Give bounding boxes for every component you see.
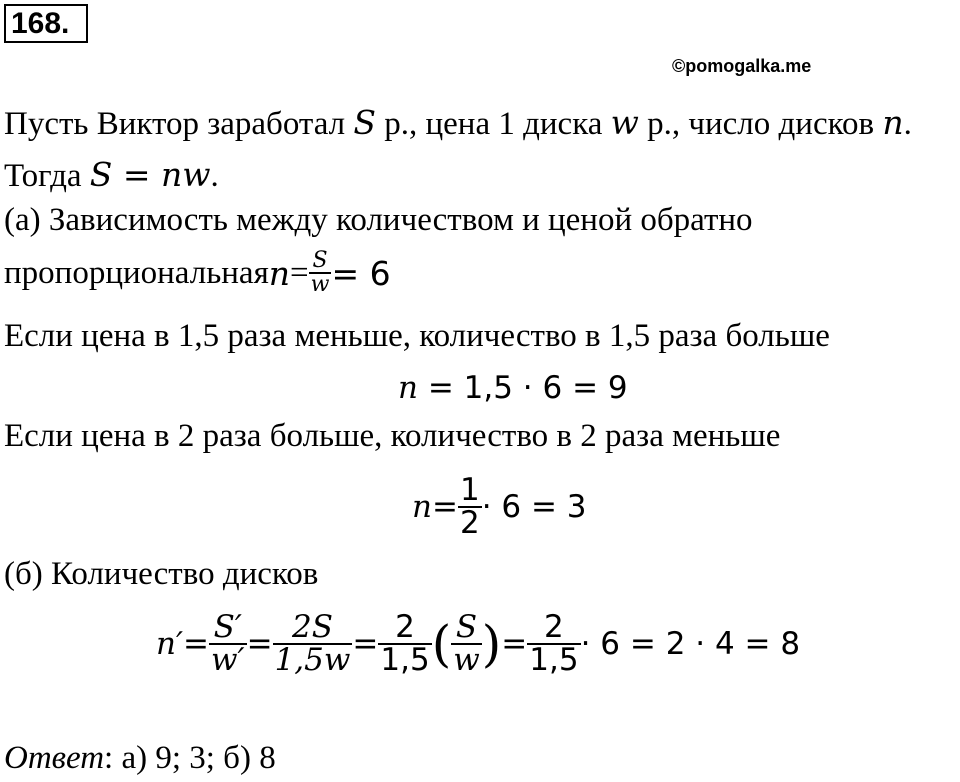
- fraction-S-prime-over-w-prime: [209, 609, 247, 678]
- line-part-b: (б) Количество дисков: [4, 556, 319, 592]
- line-proportional: [4, 248, 391, 298]
- line-part-a: (а) Зависимость между количеством и ценой обратно: [4, 202, 753, 238]
- fraction-denominator: w′: [211, 642, 245, 678]
- line-variables-text-a: Пусть Виктор заработал: [4, 106, 354, 142]
- line-variables-text-d: .: [903, 106, 912, 142]
- fraction-S-over-w-paren: [451, 609, 482, 678]
- fraction-numerator: S′: [209, 612, 247, 645]
- var-S: S: [353, 103, 376, 142]
- fraction-2S-over-1-5w: [273, 609, 353, 678]
- eq1-rest: = 1,5 · 6 = 9: [417, 370, 628, 406]
- equation-n-prime: [156, 600, 800, 688]
- fraction-denominator: w: [453, 642, 480, 678]
- answer-label: Ответ: [4, 740, 105, 776]
- eq2-rest: · 6 = 3: [481, 488, 587, 525]
- fraction-2-over-1-5-b: [527, 609, 580, 678]
- fraction-numerator: 2: [378, 612, 431, 645]
- watermark: ©pomogalka.me: [672, 56, 812, 76]
- line-variables: [4, 103, 912, 142]
- formula-S-nw: S = nw: [89, 155, 211, 194]
- eq2-n: n: [412, 488, 432, 525]
- equation-n-9: [398, 372, 628, 404]
- left-paren: (: [431, 615, 452, 673]
- answer-line: [4, 742, 276, 775]
- line-case-1: Если цена в 1,5 раза меньше, количество в 1,5 раза больше: [4, 318, 830, 354]
- line-case-2: Если цена в 2 раза больше, количество в 2 раза меньше: [4, 418, 781, 454]
- eq3-rest: · 6 = 2 · 4 = 8: [580, 625, 801, 662]
- result-6: = 6: [331, 253, 391, 293]
- line-proportional-text: пропорциональная: [4, 254, 269, 291]
- fraction-denominator: 2: [459, 505, 480, 541]
- eq1-n: n: [398, 370, 418, 406]
- fraction-denominator: 1,5: [380, 642, 430, 678]
- fraction-denominator: 1,5: [529, 642, 579, 678]
- equals-sign: =: [290, 254, 309, 291]
- eq3-equals-2: =: [246, 625, 273, 662]
- line-then-dot: .: [210, 158, 219, 194]
- var-n: n: [882, 103, 904, 142]
- answer-text: : а) 9; 3; б) 8: [104, 740, 276, 776]
- eq2-equals: =: [431, 488, 458, 525]
- equation-n-3: [412, 466, 587, 548]
- fraction-numerator: S: [309, 250, 332, 274]
- fraction-denominator: 1,5w: [274, 642, 351, 678]
- eq3-equals-1: =: [183, 625, 209, 662]
- var-n-2: n: [268, 253, 291, 293]
- line-variables-text-c: р., число дисков: [638, 106, 883, 142]
- fraction-numerator: 2: [527, 612, 580, 645]
- fraction-denominator: w: [310, 272, 330, 297]
- fraction-S-over-w: [309, 250, 332, 296]
- line-then-text: Тогда: [4, 158, 90, 194]
- eq3-equals-3: =: [352, 625, 379, 662]
- fraction-numerator: 2S: [273, 612, 353, 645]
- fraction-numerator: 1: [459, 472, 480, 508]
- fraction-numerator: S: [451, 612, 482, 645]
- eq3-equals-4: =: [501, 625, 528, 662]
- var-w: w: [610, 103, 639, 142]
- fraction-2-over-1-5-a: [378, 609, 431, 678]
- right-paren: ): [481, 615, 502, 673]
- fraction-1-over-2: [458, 472, 482, 541]
- line-variables-text-b: р., цена 1 диска: [375, 106, 611, 142]
- line-then: [4, 155, 219, 194]
- eq3-lhs: n′: [156, 625, 184, 662]
- problem-number: 168.: [4, 4, 88, 43]
